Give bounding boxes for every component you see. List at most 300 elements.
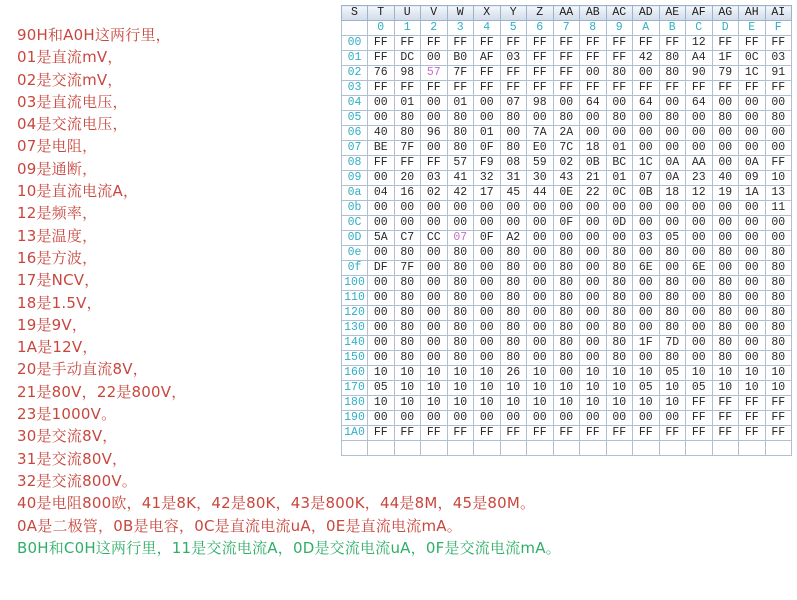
cell[interactable]: 80 [659, 246, 686, 261]
row-label-cell[interactable]: 08 [342, 156, 368, 171]
cell[interactable]: 00 [527, 276, 554, 291]
cell[interactable]: 80 [447, 321, 474, 336]
cell[interactable]: 00 [553, 366, 580, 381]
cell[interactable]: 80 [606, 66, 633, 81]
cell[interactable]: FF [553, 426, 580, 441]
cell[interactable]: FF [686, 396, 713, 411]
cell[interactable]: 57 [421, 66, 448, 81]
cell[interactable]: 00 [580, 231, 607, 246]
cell[interactable]: 00 [580, 336, 607, 351]
column-header[interactable]: AA [553, 6, 580, 21]
cell[interactable]: 00 [527, 351, 554, 366]
cell[interactable]: FF [527, 426, 554, 441]
cell[interactable]: FF [739, 36, 766, 51]
cell[interactable]: 80 [606, 246, 633, 261]
cell[interactable]: 01 [394, 96, 421, 111]
cell[interactable]: D [712, 21, 739, 36]
cell[interactable]: FF [739, 411, 766, 426]
cell[interactable]: 0F [474, 231, 501, 246]
column-header[interactable]: AB [580, 6, 607, 21]
cell[interactable]: 80 [553, 321, 580, 336]
cell[interactable]: 10 [368, 396, 395, 411]
cell[interactable]: FF [606, 36, 633, 51]
cell[interactable]: 00 [765, 141, 792, 156]
cell[interactable]: 6E [633, 261, 660, 276]
cell[interactable]: 6 [527, 21, 554, 36]
cell[interactable]: FF [553, 66, 580, 81]
cell[interactable]: FF [527, 81, 554, 96]
cell[interactable]: 00 [421, 111, 448, 126]
row-label-cell[interactable]: 1A0 [342, 426, 368, 441]
cell[interactable]: 01 [606, 171, 633, 186]
cell[interactable]: 10 [765, 171, 792, 186]
cell[interactable]: F9 [474, 156, 501, 171]
cell[interactable]: 19 [712, 186, 739, 201]
cell[interactable]: 00 [580, 291, 607, 306]
cell[interactable]: 00 [712, 261, 739, 276]
cell[interactable]: 11 [765, 201, 792, 216]
cell[interactable]: 0C [606, 186, 633, 201]
cell[interactable]: 00 [739, 96, 766, 111]
cell[interactable]: 42 [633, 51, 660, 66]
cell[interactable]: 12 [686, 186, 713, 201]
cell[interactable]: FF [500, 36, 527, 51]
cell[interactable]: 80 [447, 246, 474, 261]
cell[interactable]: 00 [686, 126, 713, 141]
cell[interactable]: 00 [368, 171, 395, 186]
cell[interactable]: 0A [659, 171, 686, 186]
cell[interactable]: 80 [712, 321, 739, 336]
cell[interactable]: 80 [500, 261, 527, 276]
cell[interactable]: FF [712, 36, 739, 51]
cell[interactable]: 80 [659, 51, 686, 66]
cell[interactable]: 00 [739, 126, 766, 141]
cell[interactable]: 80 [553, 306, 580, 321]
cell[interactable]: FF [447, 81, 474, 96]
cell[interactable]: FF [580, 36, 607, 51]
cell[interactable]: FF [500, 426, 527, 441]
cell[interactable]: 00 [394, 411, 421, 426]
cell[interactable]: 80 [659, 351, 686, 366]
cell[interactable]: 00 [368, 216, 395, 231]
cell[interactable]: 80 [394, 336, 421, 351]
cell[interactable]: 00 [606, 411, 633, 426]
cell[interactable]: 10 [739, 366, 766, 381]
column-header[interactable]: T [368, 6, 395, 21]
cell[interactable]: 03 [765, 51, 792, 66]
cell[interactable]: 7F [447, 66, 474, 81]
cell[interactable]: 13 [765, 186, 792, 201]
cell[interactable] [659, 441, 686, 456]
cell[interactable]: 80 [765, 321, 792, 336]
cell[interactable]: 00 [633, 111, 660, 126]
row-label-cell[interactable]: 170 [342, 381, 368, 396]
cell[interactable]: FF [394, 426, 421, 441]
cell[interactable]: 00 [712, 141, 739, 156]
cell[interactable]: FF [580, 426, 607, 441]
cell[interactable] [447, 441, 474, 456]
cell[interactable]: 80 [500, 111, 527, 126]
cell[interactable]: 80 [394, 321, 421, 336]
cell[interactable]: 80 [447, 111, 474, 126]
cell[interactable]: 08 [500, 156, 527, 171]
cell[interactable]: 80 [606, 306, 633, 321]
cell[interactable]: 10 [421, 396, 448, 411]
cell[interactable]: 00 [527, 291, 554, 306]
cell[interactable]: 80 [606, 261, 633, 276]
cell[interactable]: FF [712, 426, 739, 441]
cell[interactable]: 17 [474, 186, 501, 201]
cell[interactable]: 00 [633, 276, 660, 291]
cell[interactable]: 00 [500, 411, 527, 426]
row-label-cell[interactable]: 07 [342, 141, 368, 156]
cell[interactable]: 00 [633, 291, 660, 306]
cell[interactable]: FF [474, 66, 501, 81]
cell[interactable]: 00 [739, 291, 766, 306]
row-label-cell[interactable]: 100 [342, 276, 368, 291]
cell[interactable]: 00 [712, 201, 739, 216]
cell[interactable]: 00 [580, 111, 607, 126]
cell[interactable]: 02 [421, 186, 448, 201]
cell[interactable]: 3 [447, 21, 474, 36]
row-label-cell[interactable]: 0f [342, 261, 368, 276]
cell[interactable]: 10 [606, 396, 633, 411]
cell[interactable]: 30 [527, 171, 554, 186]
row-label-cell[interactable]: 02 [342, 66, 368, 81]
cell[interactable]: 00 [527, 336, 554, 351]
cell[interactable]: E0 [527, 141, 554, 156]
cell[interactable]: 00 [421, 306, 448, 321]
cell[interactable]: FF [527, 51, 554, 66]
cell[interactable]: 80 [712, 336, 739, 351]
cell[interactable]: 00 [447, 201, 474, 216]
cell[interactable]: 00 [580, 66, 607, 81]
cell[interactable]: 91 [765, 66, 792, 81]
cell[interactable]: 00 [421, 291, 448, 306]
cell[interactable]: 80 [606, 291, 633, 306]
cell[interactable]: 10 [500, 381, 527, 396]
cell[interactable]: FF [765, 36, 792, 51]
cell[interactable]: FF [712, 411, 739, 426]
cell[interactable]: 80 [712, 306, 739, 321]
cell[interactable]: 80 [394, 306, 421, 321]
cell[interactable]: FF [527, 66, 554, 81]
cell[interactable]: 00 [421, 336, 448, 351]
cell[interactable]: 80 [606, 276, 633, 291]
cell[interactable]: 00 [527, 261, 554, 276]
cell[interactable]: 10 [368, 366, 395, 381]
cell[interactable]: 0C [739, 51, 766, 66]
cell[interactable]: 00 [368, 201, 395, 216]
cell[interactable]: 00 [421, 411, 448, 426]
cell[interactable]: 00 [368, 111, 395, 126]
cell[interactable]: 1F [712, 51, 739, 66]
cell[interactable]: 00 [739, 261, 766, 276]
column-header[interactable]: W [447, 6, 474, 21]
cell[interactable]: 12 [686, 36, 713, 51]
cell[interactable]: 00 [553, 411, 580, 426]
cell[interactable]: 00 [633, 126, 660, 141]
cell[interactable]: 00 [686, 291, 713, 306]
cell[interactable]: 10 [633, 396, 660, 411]
cell[interactable]: 10 [580, 396, 607, 411]
cell[interactable]: FF [659, 36, 686, 51]
cell[interactable]: FF [394, 156, 421, 171]
cell[interactable]: 1C [739, 66, 766, 81]
cell[interactable]: 00 [368, 306, 395, 321]
cell[interactable]: 00 [580, 351, 607, 366]
cell[interactable]: 00 [474, 216, 501, 231]
cell[interactable]: FF [527, 36, 554, 51]
cell[interactable]: 04 [368, 186, 395, 201]
cell[interactable]: 00 [686, 216, 713, 231]
cell[interactable]: 80 [606, 321, 633, 336]
row-label-cell[interactable]: 120 [342, 306, 368, 321]
cell[interactable]: 31 [500, 171, 527, 186]
cell[interactable]: 80 [765, 351, 792, 366]
row-label-cell[interactable]: 160 [342, 366, 368, 381]
row-label-cell[interactable]: 05 [342, 111, 368, 126]
cell[interactable]: 40 [368, 126, 395, 141]
cell[interactable]: 01 [474, 126, 501, 141]
cell[interactable]: 00 [739, 276, 766, 291]
cell[interactable]: 76 [368, 66, 395, 81]
cell[interactable]: FF [394, 81, 421, 96]
cell[interactable]: 10 [421, 381, 448, 396]
cell[interactable]: 00 [686, 321, 713, 336]
column-header[interactable]: S [342, 6, 368, 21]
cell[interactable]: AF [474, 51, 501, 66]
cell[interactable]: FF [633, 36, 660, 51]
cell[interactable]: 10 [474, 381, 501, 396]
cell[interactable]: 7A [527, 126, 554, 141]
cell[interactable]: FF [686, 426, 713, 441]
cell[interactable]: 00 [765, 126, 792, 141]
cell[interactable]: 80 [553, 111, 580, 126]
cell[interactable]: 7 [553, 21, 580, 36]
cell[interactable]: 18 [580, 141, 607, 156]
cell[interactable]: 00 [474, 96, 501, 111]
cell[interactable]: 00 [739, 246, 766, 261]
cell[interactable]: 00 [633, 306, 660, 321]
cell[interactable]: 5A [368, 231, 395, 246]
cell[interactable]: FF [447, 36, 474, 51]
cell[interactable]: C [686, 21, 713, 36]
cell[interactable]: 00 [659, 261, 686, 276]
cell[interactable]: 05 [368, 381, 395, 396]
cell[interactable]: 10 [553, 396, 580, 411]
cell[interactable]: 9 [606, 21, 633, 36]
cell[interactable]: 10 [606, 366, 633, 381]
cell[interactable]: 80 [394, 246, 421, 261]
cell[interactable]: 10 [580, 381, 607, 396]
row-label-cell[interactable]: 00 [342, 36, 368, 51]
cell[interactable]: 00 [712, 156, 739, 171]
cell[interactable]: 23 [686, 171, 713, 186]
cell[interactable]: 10 [739, 381, 766, 396]
cell[interactable]: 79 [712, 66, 739, 81]
cell[interactable]: FF [421, 156, 448, 171]
cell[interactable]: 10 [527, 366, 554, 381]
cell[interactable]: 00 [659, 96, 686, 111]
row-label-cell[interactable]: 140 [342, 336, 368, 351]
cell[interactable]: 80 [500, 291, 527, 306]
cell[interactable]: 16 [394, 186, 421, 201]
cell[interactable]: FF [500, 81, 527, 96]
cell[interactable]: 0B [580, 156, 607, 171]
cell[interactable]: FF [712, 396, 739, 411]
cell[interactable]: 00 [474, 336, 501, 351]
row-label-cell[interactable]: 06 [342, 126, 368, 141]
cell[interactable]: 00 [580, 321, 607, 336]
cell[interactable]: 10 [633, 366, 660, 381]
cell[interactable]: FF [606, 81, 633, 96]
cell[interactable]: 80 [447, 261, 474, 276]
cell[interactable]: 00 [421, 51, 448, 66]
cell[interactable]: FF [368, 51, 395, 66]
cell[interactable]: 80 [553, 246, 580, 261]
cell[interactable]: 64 [633, 96, 660, 111]
cell[interactable]: 00 [500, 216, 527, 231]
cell[interactable] [580, 441, 607, 456]
cell[interactable]: 10 [553, 381, 580, 396]
cell[interactable]: 7D [659, 336, 686, 351]
cell[interactable]: 96 [421, 126, 448, 141]
cell[interactable]: 00 [474, 291, 501, 306]
cell[interactable]: FF [765, 426, 792, 441]
cell[interactable]: FF [739, 426, 766, 441]
column-header[interactable]: AI [765, 6, 792, 21]
cell[interactable]: 00 [739, 306, 766, 321]
cell[interactable]: FF [686, 81, 713, 96]
row-label-cell[interactable]: 180 [342, 396, 368, 411]
row-label-cell[interactable] [342, 441, 368, 456]
cell[interactable]: 0A [739, 156, 766, 171]
cell[interactable]: 00 [633, 321, 660, 336]
cell[interactable]: 2A [553, 126, 580, 141]
cell[interactable]: 00 [368, 351, 395, 366]
cell[interactable]: FF [500, 66, 527, 81]
cell[interactable]: 10 [765, 366, 792, 381]
cell[interactable]: 00 [580, 201, 607, 216]
cell[interactable]: 21 [580, 171, 607, 186]
cell[interactable]: 80 [606, 111, 633, 126]
cell[interactable]: 00 [765, 216, 792, 231]
cell[interactable]: 00 [686, 276, 713, 291]
cell[interactable]: 2 [421, 21, 448, 36]
cell[interactable]: 80 [553, 291, 580, 306]
cell[interactable]: FF [580, 81, 607, 96]
cell[interactable]: 80 [659, 111, 686, 126]
cell[interactable]: 80 [500, 276, 527, 291]
cell[interactable]: 80 [712, 291, 739, 306]
cell[interactable]: 00 [368, 411, 395, 426]
cell[interactable]: 80 [659, 66, 686, 81]
row-label-cell[interactable]: 0a [342, 186, 368, 201]
cell[interactable]: FF [368, 426, 395, 441]
cell[interactable] [394, 441, 421, 456]
column-header[interactable]: Z [527, 6, 554, 21]
cell[interactable]: FF [765, 81, 792, 96]
cell[interactable]: 80 [606, 336, 633, 351]
cell[interactable]: 80 [553, 336, 580, 351]
cell[interactable]: FF [368, 81, 395, 96]
cell[interactable]: CC [421, 231, 448, 246]
cell[interactable]: 10 [394, 381, 421, 396]
cell[interactable]: FF [739, 396, 766, 411]
cell[interactable]: 10 [527, 396, 554, 411]
cell[interactable]: FF [712, 81, 739, 96]
cell[interactable]: FF [659, 426, 686, 441]
cell[interactable]: C7 [394, 231, 421, 246]
cell[interactable]: 10 [712, 366, 739, 381]
cell[interactable]: FF [394, 36, 421, 51]
cell[interactable] [368, 441, 395, 456]
cell[interactable]: 00 [500, 201, 527, 216]
cell[interactable]: 00 [394, 216, 421, 231]
cell[interactable]: 80 [394, 126, 421, 141]
column-header[interactable]: AD [633, 6, 660, 21]
cell[interactable]: 00 [686, 246, 713, 261]
cell[interactable]: 10 [527, 381, 554, 396]
cell[interactable]: 00 [686, 201, 713, 216]
cell[interactable]: 00 [606, 96, 633, 111]
column-header[interactable]: V [421, 6, 448, 21]
cell[interactable]: 00 [659, 126, 686, 141]
cell[interactable]: 80 [394, 111, 421, 126]
column-header[interactable]: AE [659, 6, 686, 21]
row-label-cell[interactable]: 01 [342, 51, 368, 66]
cell[interactable]: 10 [500, 396, 527, 411]
cell[interactable]: 80 [394, 351, 421, 366]
cell[interactable]: 00 [580, 306, 607, 321]
row-label-cell[interactable]: 0b [342, 201, 368, 216]
cell[interactable]: 80 [659, 321, 686, 336]
cell[interactable]: 59 [527, 156, 554, 171]
cell[interactable]: 00 [553, 231, 580, 246]
cell[interactable] [739, 441, 766, 456]
cell[interactable]: 80 [765, 246, 792, 261]
cell[interactable]: 80 [553, 276, 580, 291]
cell[interactable]: FF [421, 81, 448, 96]
cell[interactable]: 0F [553, 216, 580, 231]
cell[interactable]: 80 [712, 246, 739, 261]
cell[interactable]: 00 [712, 216, 739, 231]
cell[interactable]: 00 [527, 321, 554, 336]
cell[interactable]: 43 [553, 171, 580, 186]
cell[interactable]: 00 [421, 276, 448, 291]
cell[interactable]: 00 [580, 276, 607, 291]
cell[interactable]: 18 [659, 186, 686, 201]
row-label-cell[interactable]: 0C [342, 216, 368, 231]
cell[interactable]: 00 [659, 141, 686, 156]
cell[interactable]: 00 [633, 216, 660, 231]
cell[interactable]: 00 [368, 276, 395, 291]
cell[interactable]: 05 [686, 381, 713, 396]
cell[interactable]: 80 [765, 336, 792, 351]
cell[interactable] [686, 441, 713, 456]
cell[interactable]: 57 [447, 156, 474, 171]
row-label-cell[interactable]: 09 [342, 171, 368, 186]
cell[interactable]: FF [606, 51, 633, 66]
row-label-cell[interactable]: 190 [342, 411, 368, 426]
cell[interactable]: 00 [421, 261, 448, 276]
cell[interactable] [474, 441, 501, 456]
cell[interactable]: 80 [500, 321, 527, 336]
cell[interactable]: A4 [686, 51, 713, 66]
cell[interactable]: 10 [474, 366, 501, 381]
cell[interactable]: 00 [421, 321, 448, 336]
